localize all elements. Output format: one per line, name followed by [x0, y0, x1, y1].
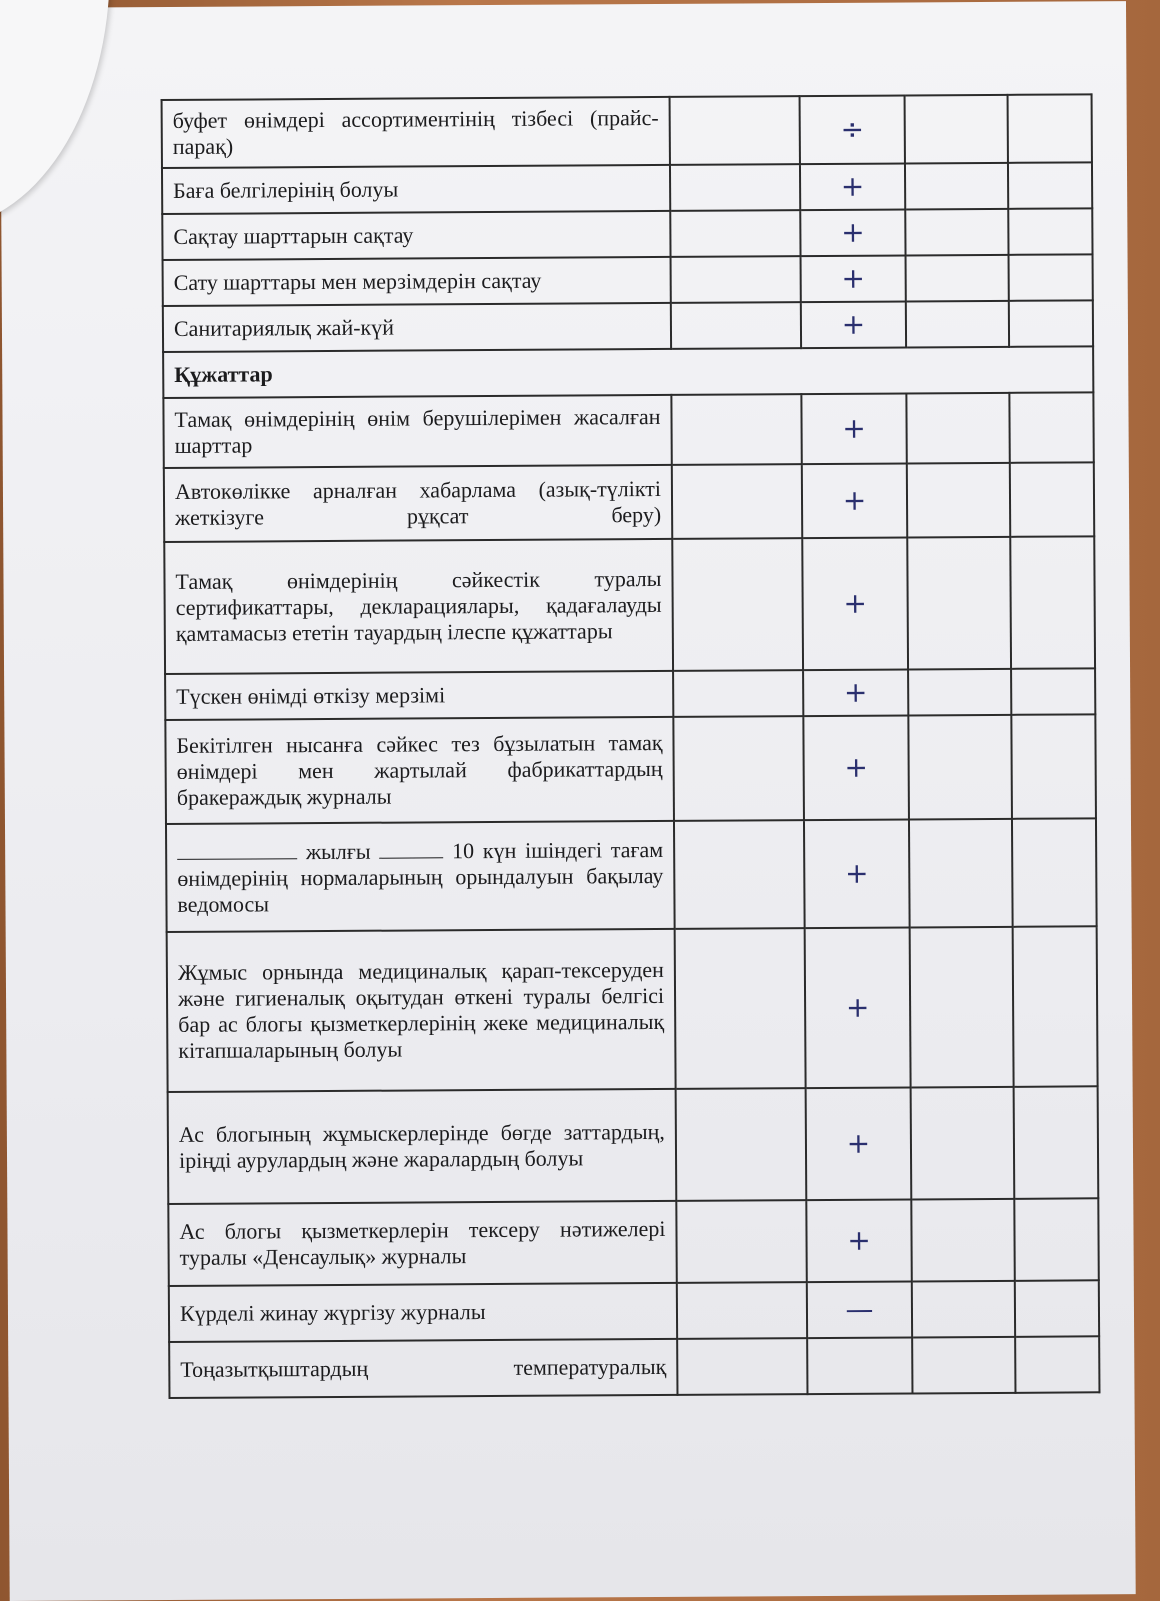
empty-cell: [671, 302, 801, 349]
empty-cell: [906, 393, 1009, 464]
empty-cell: [905, 163, 1008, 210]
table-row: [168, 1198, 1098, 1286]
empty-cell: [1010, 536, 1095, 669]
empty-cell: [907, 463, 1010, 538]
row-label: Түскен өнімді өткізу мерзімі: [165, 671, 673, 720]
table-row: [164, 536, 1095, 674]
empty-cell: [807, 1337, 912, 1394]
handwritten-mark: +: [806, 1199, 911, 1282]
empty-cell: [672, 464, 802, 539]
empty-cell: [1014, 1086, 1099, 1199]
table-row: [165, 668, 1095, 720]
row-label: Баға белгілерінің болуы: [162, 165, 670, 214]
empty-cell: [1009, 254, 1093, 301]
row-label: [166, 821, 675, 932]
row-label: Күрделі жинау жүргізу журналы: [169, 1283, 677, 1342]
handwritten-mark: —: [807, 1281, 912, 1338]
handwritten-mark: +: [800, 209, 905, 256]
table-row: [168, 1086, 1099, 1204]
row-label: Тамақ өнімдерінің сәйкестік туралы сертификаттары, декларациялары, қадағалауды қамтамасыз ететін тауардың ілеспе құжаттары: [164, 539, 673, 674]
handwritten-mark: +: [805, 927, 911, 1088]
handwritten-mark: +: [801, 301, 906, 348]
empty-cell: [906, 301, 1009, 348]
empty-cell: [905, 95, 1008, 164]
empty-cell: [905, 209, 1008, 256]
empty-cell: [910, 927, 1014, 1088]
empty-cell: [907, 537, 1011, 670]
table-row: [162, 162, 1092, 214]
table-row: [164, 462, 1094, 542]
handwritten-mark: +: [802, 537, 908, 670]
empty-cell: [1013, 926, 1098, 1087]
table-row: [163, 254, 1093, 306]
table-row: [169, 1280, 1099, 1342]
handwritten-mark: ÷: [800, 95, 905, 164]
section-heading: Құжаттар: [163, 346, 1093, 398]
table-row: [166, 818, 1097, 932]
empty-cell: [674, 820, 805, 929]
previous-page-corner: [0, 0, 111, 228]
row-label: Сақтау шарттарын сақтау: [162, 211, 670, 260]
empty-cell: [670, 96, 800, 165]
empty-cell: [911, 1087, 1015, 1200]
table-row: [167, 926, 1098, 1092]
empty-cell: [675, 928, 806, 1089]
empty-cell: [1014, 1198, 1098, 1281]
row-label-rest: 10 күн ішіндегі тағам өнімдерінің нормаларының орындалуын бақылау ведомосы: [177, 836, 664, 917]
handwritten-mark: +: [806, 1087, 912, 1200]
empty-cell: [912, 1281, 1015, 1338]
handwritten-mark: +: [803, 669, 908, 716]
empty-cell: [906, 255, 1009, 302]
empty-cell: [673, 670, 803, 717]
empty-cell: [1009, 392, 1093, 463]
fill-in-blank-year: [177, 838, 297, 860]
row-label: Ас блогының жұмыскерлерінде бөгде заттардың, іріңді аурулардың және жаралардың болуы: [168, 1089, 677, 1204]
empty-cell: [671, 256, 801, 303]
row-label: буфет өнімдері ассортиментінің тізбесі (прайс-парақ): [162, 97, 670, 168]
empty-cell: [670, 210, 800, 257]
table-row: [162, 208, 1092, 260]
row-label: Санитариялық жай-күй: [163, 303, 671, 352]
empty-cell: [676, 1200, 806, 1283]
handwritten-mark: +: [801, 393, 906, 464]
handwritten-mark: +: [800, 163, 905, 210]
inspection-checklist-table: [161, 93, 1101, 1399]
empty-cell: [1008, 94, 1092, 163]
empty-cell: [1009, 300, 1093, 347]
empty-cell: [1012, 818, 1097, 927]
row-label: Сату шарттары мен мерзімдерін сақтау: [163, 257, 671, 306]
empty-cell: [671, 394, 801, 465]
empty-cell: [673, 716, 804, 821]
fill-in-blank-month: [379, 837, 443, 858]
empty-cell: [1011, 714, 1096, 819]
row-label: Тоңазытқыштардың температуралық: [169, 1339, 677, 1398]
empty-cell: [1011, 668, 1095, 715]
row-label: Ас блогы қызметкерлерін тексеру нәтижелері туралы «Денсаулық» журналы: [168, 1201, 676, 1286]
handwritten-mark: +: [801, 255, 906, 302]
table-row: [169, 1336, 1099, 1398]
empty-cell: [908, 669, 1011, 716]
row-label: Автокөлікке арналған хабарлама (азық-түлікті жеткізуге рұқсат беру): [164, 465, 672, 542]
table-row: [162, 94, 1092, 168]
empty-cell: [1015, 1336, 1099, 1393]
empty-cell: [676, 1088, 807, 1201]
table-row: [165, 714, 1096, 824]
empty-cell: [1015, 1280, 1099, 1337]
empty-cell: [677, 1282, 807, 1339]
empty-cell: [911, 1199, 1014, 1282]
row-label: Тамақ өнімдерінің өнім берушілерімен жасалған шарттар: [163, 395, 671, 468]
table-row: [163, 300, 1093, 352]
empty-cell: [1008, 162, 1092, 209]
empty-cell: [1010, 462, 1094, 537]
empty-cell: [908, 715, 1012, 820]
row-label: Бекітілген нысанға сәйкес тез бұзылатын тамақ өнімдері мен жартылай фабрикаттардың бракераждық журналы: [165, 717, 674, 824]
handwritten-mark: +: [802, 463, 907, 538]
empty-cell: [912, 1337, 1015, 1394]
row-label: Жұмыс орнында медициналық қарап-тексеруден және гигиеналық оқытудан өткені туралы белгісі бар ас блогы қызметкерлерінің жеке медициналық кітапшаларының болуы: [167, 929, 676, 1092]
empty-cell: [670, 164, 800, 211]
empty-cell: [672, 538, 803, 671]
empty-cell: [909, 819, 1013, 928]
handwritten-mark: +: [804, 819, 910, 928]
section-row: [163, 346, 1093, 398]
table-row: [163, 392, 1093, 468]
row-label-word: жылғы: [305, 838, 371, 864]
empty-cell: [677, 1338, 807, 1395]
empty-cell: [1008, 208, 1092, 255]
document-page: [0, 1, 1136, 1601]
handwritten-mark: +: [803, 715, 909, 820]
